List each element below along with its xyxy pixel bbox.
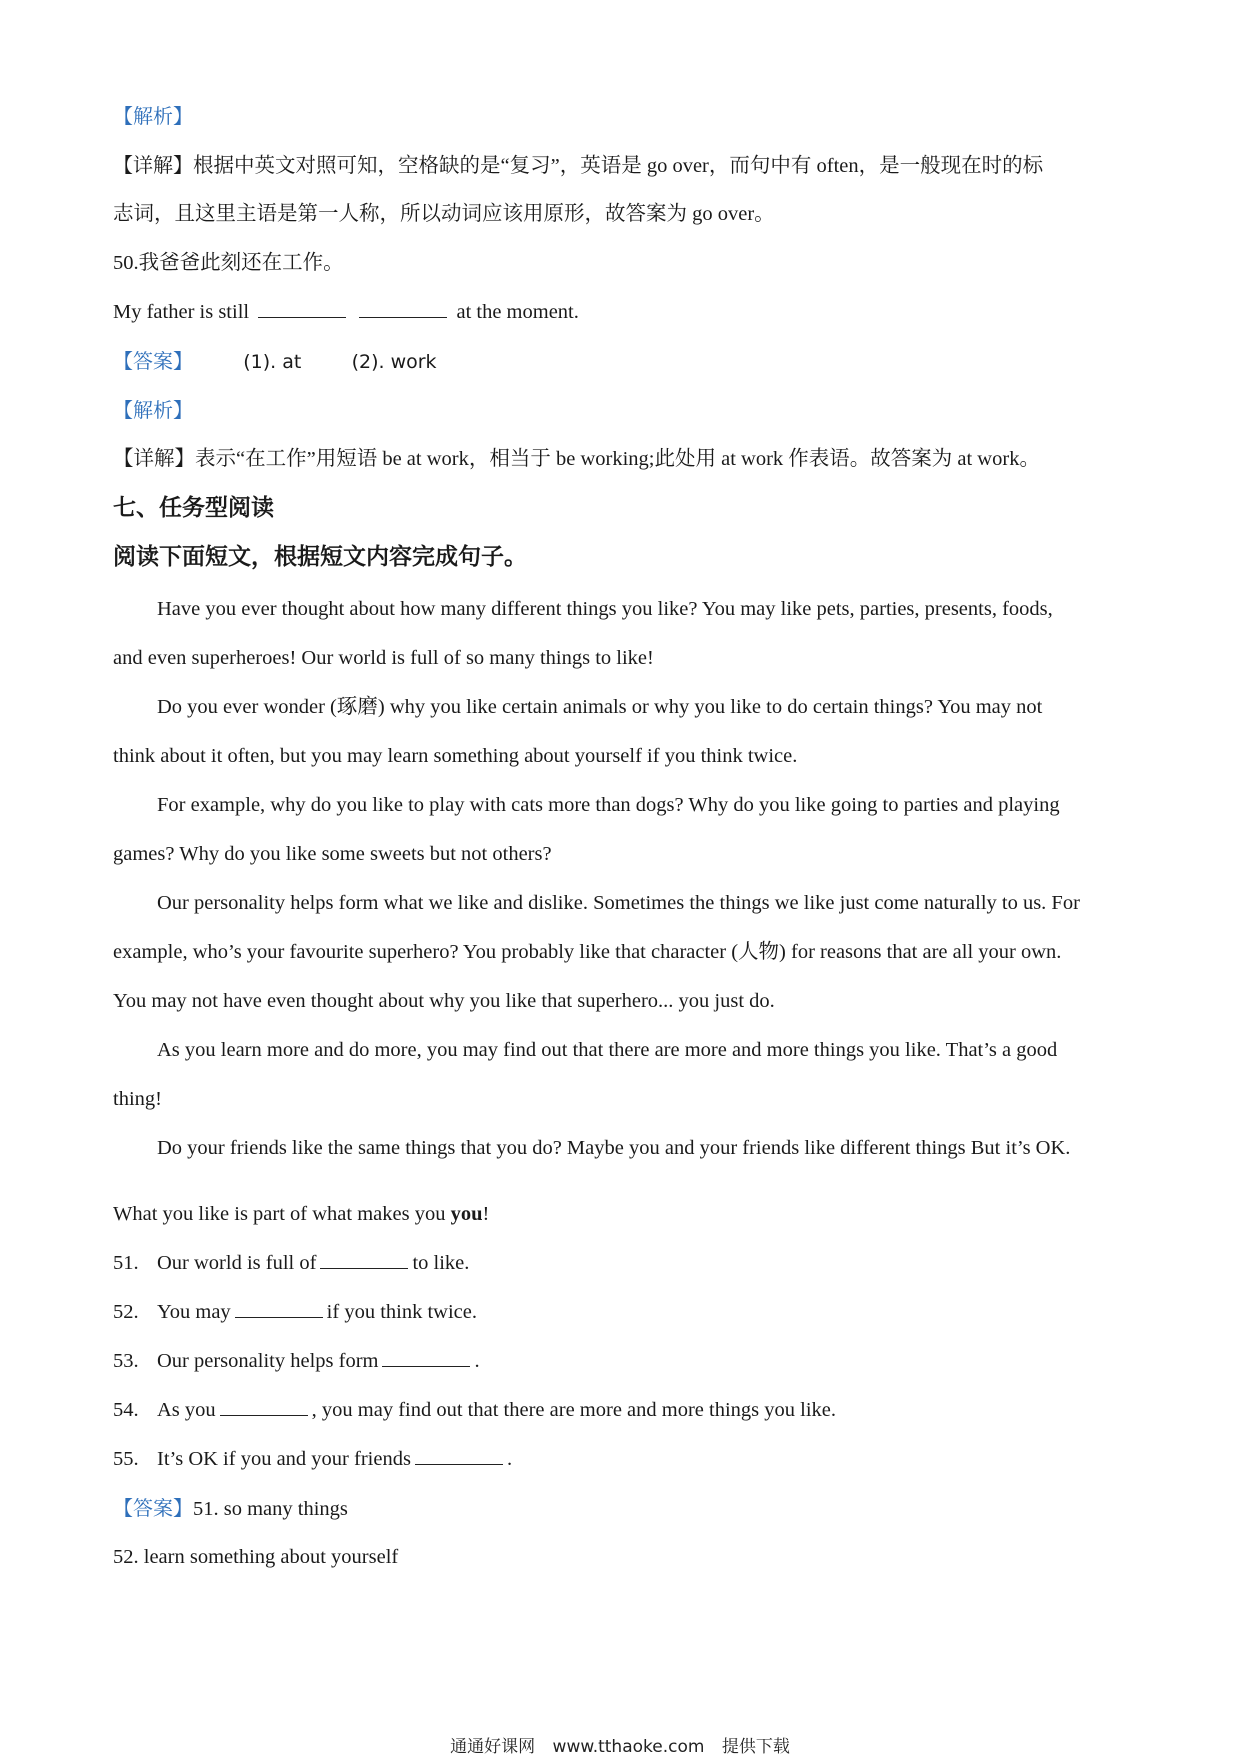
q50-analysis-tag	[113, 396, 1143, 425]
detail-label-2: 【详解】	[113, 448, 195, 470]
question-item	[113, 1396, 1143, 1424]
q50-prompt: 50.我爸爸此刻还在工作。	[113, 252, 344, 274]
q50-blank-1[interactable]	[258, 299, 346, 318]
q50-answer-1: (1). at	[243, 351, 302, 373]
q50-blank-2[interactable]	[359, 299, 447, 318]
section-instruction: 阅读下面短文，根据短文内容完成句子。	[113, 544, 527, 570]
question-blank[interactable]	[382, 1348, 470, 1367]
passage-closing	[113, 1200, 1143, 1228]
question-number: 53.	[113, 1350, 139, 1372]
analysis-label: 【解析】	[113, 104, 193, 128]
answer-52: 52. learn something about yourself	[113, 1546, 399, 1568]
closing-bold: you	[450, 1203, 483, 1225]
passage-line: thing!	[113, 1088, 162, 1110]
footer-url[interactable]: www.tthaoke.com	[552, 1737, 705, 1757]
question-item	[113, 1298, 1143, 1326]
question-after: to like.	[412, 1252, 470, 1274]
question-number: 54.	[113, 1399, 139, 1421]
passage-line: Our personality helps form what we like and dislike. Sometimes the things we like just come naturally to us. For	[157, 892, 1080, 914]
answer-label-3: 【答案】	[113, 1496, 193, 1520]
passage-line: As you learn more and do more, you may find out that there are more and more things you like. That’s a good	[157, 1039, 1058, 1061]
passage-line: Have you ever thought about how many different things you like? You may like pets, parties, presents, foods,	[157, 598, 1053, 620]
passage-line: Do you ever wonder (琢磨) why you like certain animals or why you like to do certain things? You may not	[157, 696, 1043, 718]
question-before: It’s OK if you and your friends	[157, 1448, 411, 1470]
q50-answer	[113, 347, 1143, 376]
question-number: 55.	[113, 1448, 139, 1470]
q49-detail-line-1	[113, 151, 1143, 180]
question-before: Our world is full of	[157, 1252, 317, 1274]
q49-detail-text-1: 根据中英文对照可知，空格缺的是“复习”，英语是 go over，而句中有 often，是一般现在时的标	[193, 155, 1044, 177]
passage-line: You may not have even thought about why you like that superhero... you just do.	[113, 990, 775, 1012]
question-before: You may	[157, 1301, 231, 1323]
detail-label: 【详解】	[113, 153, 193, 177]
q50-sentence	[113, 298, 1143, 326]
question-after: .	[474, 1350, 480, 1372]
q50-detail	[113, 445, 1143, 473]
q49-detail-text-2: 志词，且这里主语是第一人称，所以动词应该用原形，故答案为 go over。	[113, 203, 775, 225]
closing-start: What you like is part of what makes you	[113, 1203, 451, 1225]
q50-detail-text: 表示“在工作”用短语 be at work，相当于 be working;此处用 at work 作表语。故答案为 at work。	[195, 448, 1040, 470]
section-title: 七、任务型阅读	[113, 495, 274, 521]
question-item	[113, 1445, 1143, 1473]
answer-51-text: 51. so many things	[193, 1498, 348, 1520]
q50-sentence-end: at the moment.	[456, 301, 579, 323]
passage-line: games? Why do you like some sweets but not others?	[113, 843, 552, 865]
answer-51	[113, 1494, 1143, 1523]
footer-site-name: 通通好课网	[450, 1737, 536, 1757]
question-item	[113, 1347, 1143, 1375]
question-before: Our personality helps form	[157, 1350, 379, 1372]
passage-line: For example, why do you like to play with cats more than dogs? Why do you like going to parties and playing	[157, 794, 1060, 816]
q50-sentence-start: My father is still	[113, 301, 250, 323]
question-after: .	[506, 1448, 513, 1470]
passage-line: and even superheroes! Our world is full of so many things to like!	[113, 647, 654, 669]
passage-line: example, who’s your favourite superhero? You probably like that character (人物) for reasons that are all your own.	[113, 941, 1062, 963]
closing-end: !	[482, 1203, 490, 1225]
question-after: , you may find out that there are more and more things you like.	[311, 1399, 836, 1421]
question-after: if you think twice.	[326, 1301, 477, 1323]
page-footer	[0, 1732, 1240, 1757]
question-item	[113, 1249, 1143, 1277]
analysis-label-2: 【解析】	[113, 398, 193, 422]
question-blank[interactable]	[220, 1397, 308, 1416]
question-blank[interactable]	[235, 1299, 323, 1318]
question-number: 52.	[113, 1301, 139, 1323]
question-blank[interactable]	[415, 1446, 503, 1465]
passage-line: Do your friends like the same things that you do? Maybe you and your friends like different things But it’s OK.	[157, 1137, 1071, 1159]
passage-line: think about it often, but you may learn something about yourself if you think twice.	[113, 745, 798, 767]
analysis-tag	[113, 102, 1143, 131]
q50-answer-2: (2). work	[351, 351, 437, 373]
footer-note: 提供下载	[721, 1737, 790, 1757]
answer-label: 【答案】	[113, 349, 193, 373]
question-before: As you	[157, 1399, 216, 1421]
question-number: 51.	[113, 1252, 139, 1274]
q49-detail-line-2	[113, 200, 1143, 228]
question-blank[interactable]	[320, 1250, 408, 1269]
